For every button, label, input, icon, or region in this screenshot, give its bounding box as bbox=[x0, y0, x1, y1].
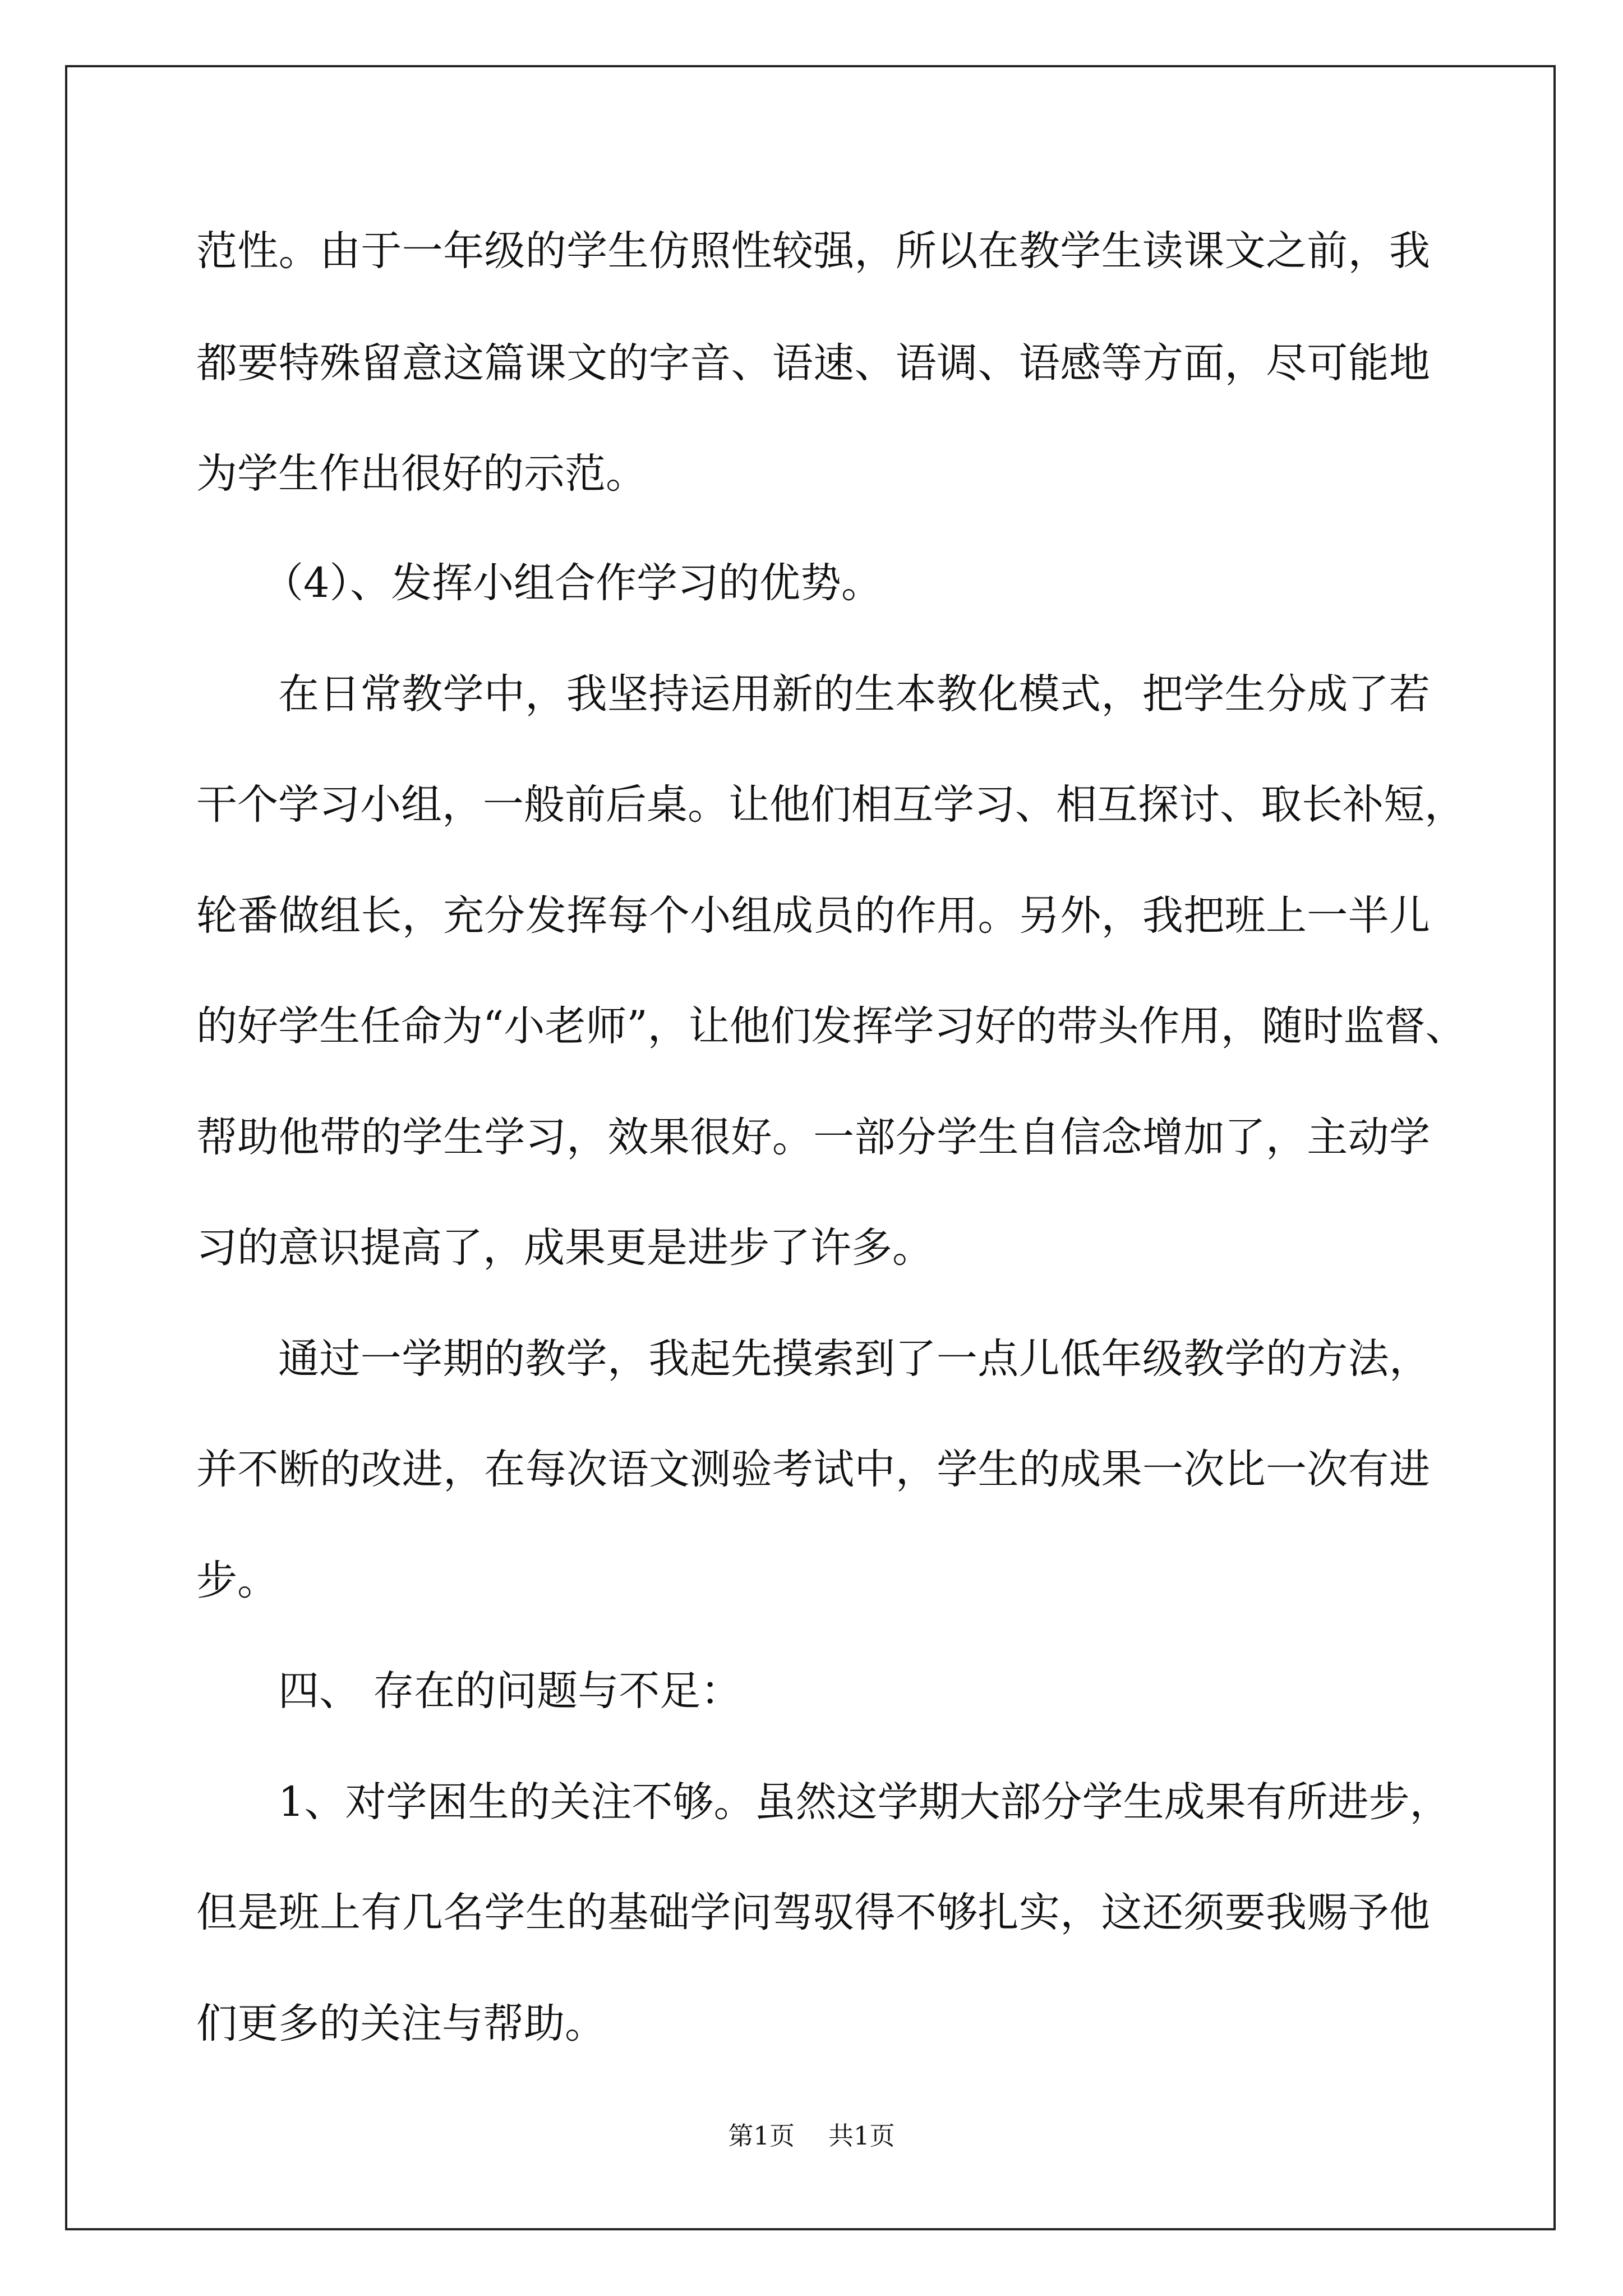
text-line: 为学生作出很好的示范。 bbox=[196, 450, 647, 498]
text-line: 帮助他带的学生学习，效果很好。一部分学生自信念增加了，主动学 bbox=[196, 1114, 1430, 1161]
page-total: 共1页 bbox=[828, 2121, 895, 2151]
text-line: 的好学生任命为“小老师”，让他们发挥学习好的带头作用，随时监督、 bbox=[196, 1002, 1467, 1050]
text-line: 通过一学期的教学，我起先摸索到了一点儿低年级教学的方法， bbox=[278, 1335, 1430, 1383]
text-line: 们更多的关注与帮助。 bbox=[196, 2000, 606, 2047]
page-footer bbox=[0, 2119, 1623, 2153]
text-line: 范性。由于一年级的学生仿照性较强，所以在教学生读课文之前，我 bbox=[196, 227, 1430, 275]
section-heading: （4）、发挥小组合作学习的优势。 bbox=[262, 559, 882, 607]
text-line: 在日常教学中，我坚持运用新的生本教化模式，把学生分成了若 bbox=[278, 670, 1430, 718]
text-line: 并不断的改进，在每次语文测验考试中，学生的成果一次比一次有进 bbox=[196, 1446, 1430, 1493]
text-line: 步。 bbox=[196, 1557, 278, 1604]
text-line: 但是班上有几名学生的基础学问驾驭得不够扎实，这还须要我赐予他 bbox=[196, 1889, 1430, 1936]
text-line: 干个学习小组，一般前后桌。让他们相互学习、相互探讨、取长补短， bbox=[196, 781, 1465, 829]
text-line: 1、对学困生的关注不够。虽然这学期大部分学生成果有所进步， bbox=[278, 1778, 1451, 1826]
page-number: 第1页 bbox=[728, 2121, 795, 2151]
text-line: 都要特殊留意这篇课文的字音、语速、语调、语感等方面，尽可能地 bbox=[196, 339, 1430, 387]
section-heading: 四、 存在的问题与不足： bbox=[278, 1667, 742, 1715]
text-line: 习的意识提高了，成果更是进步了许多。 bbox=[196, 1224, 933, 1272]
text-line: 轮番做组长，充分发挥每个小组成员的作用。另外，我把班上一半儿 bbox=[196, 892, 1430, 940]
